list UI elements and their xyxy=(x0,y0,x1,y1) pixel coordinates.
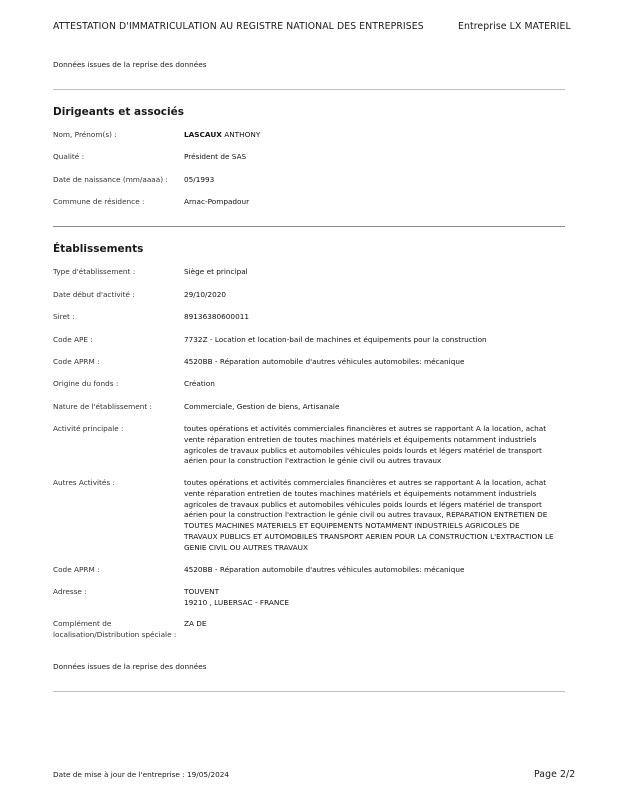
aprm2-label: Code APRM : xyxy=(53,565,100,574)
qualite-value: Président de SAS xyxy=(184,152,247,161)
section-title-dirigeants: Dirigeants et associés xyxy=(53,106,185,118)
source-note-bottom: Données issues de la reprise des données xyxy=(53,662,207,671)
commune-label: Commune de résidence : xyxy=(53,197,145,206)
autres-line: TOUTES MACHINES MATERIELS ET EQUIPEMENTS NOTAMMENT INDUSTRIELS AGRICOLES DE xyxy=(184,521,520,531)
divider-top xyxy=(53,89,565,90)
adresse-value xyxy=(184,587,554,609)
autres-line: TRAVAUX PUBLICS ET AUTOMOBILES TRANSPORT AERIEN POUR LA CONSTRUCTION L'EXTRACTION LE xyxy=(184,531,554,541)
origine-label: Origine du fonds : xyxy=(53,379,119,388)
adresse-line-1: TOUVENT xyxy=(184,587,220,596)
naissance-value: 05/1993 xyxy=(184,175,215,184)
siret-label: Siret : xyxy=(53,312,75,321)
activite-label: Activité principale : xyxy=(53,424,124,433)
aprm-value: 4520BB - Réparation automobile d'autres véhicules automobiles: mécanique xyxy=(184,357,465,366)
type-label: Type d'établissement : xyxy=(53,267,136,276)
nom-label: Nom, Prénom(s) : xyxy=(53,130,117,139)
divider-dirigeants xyxy=(53,226,565,227)
complement-value: ZA DE xyxy=(184,619,207,628)
activite-line: aérien pour la construction l'extraction le génie civil ou autres travaux xyxy=(184,456,442,466)
nom-last: LASCAUX xyxy=(184,130,222,139)
complement-label-line-1: Complément de xyxy=(53,619,112,628)
aprm2-value: 4520BB - Réparation automobile d'autres véhicules automobiles: mécanique xyxy=(184,565,465,574)
adresse-label: Adresse : xyxy=(53,587,87,596)
type-value: Siège et principal xyxy=(184,267,248,276)
nature-value: Commerciale, Gestion de biens, Artisanale xyxy=(184,402,340,411)
adresse-line-2: 19210 , LUBERSAC - FRANCE xyxy=(184,597,290,607)
activite-value xyxy=(184,424,554,467)
complement-label-line-2: localisation/Distribution spéciale : xyxy=(53,629,177,639)
company-name: Entreprise LX MATERIEL xyxy=(458,21,571,32)
autres-line: aérien pour la construction l'extraction le génie civil ou autres travaux, REPARATION ENTRETIEN DE xyxy=(184,510,548,520)
siret-value: 89136380600011 xyxy=(184,312,249,321)
footer-update-date: Date de mise à jour de l'entreprise : 19/05/2024 xyxy=(53,770,230,779)
activite-line: agricoles de travaux publics et automobiles véhicules poids lourds et légers matériel de transport xyxy=(184,445,542,455)
aprm-label: Code APRM : xyxy=(53,357,100,366)
activite-line: toutes opérations et activités commerciales financières et autres se rapportant A la location, achat xyxy=(184,424,547,433)
divider-bottom xyxy=(53,691,565,692)
autres-value xyxy=(184,478,554,554)
nom-first: ANTHONY xyxy=(224,130,261,139)
qualite-label: Qualité : xyxy=(53,152,85,161)
autres-label: Autres Activités : xyxy=(53,478,115,487)
debut-label: Date début d'activité : xyxy=(53,290,135,299)
origine-value: Création xyxy=(184,379,215,388)
autres-line: GENIE CIVIL OU AUTRES TRAVAUX xyxy=(184,542,309,552)
activite-line: vente réparation entretien de toutes machines matériels et équipements notamment industriels xyxy=(184,434,537,444)
commune-value: Arnac-Pompadour xyxy=(184,197,250,206)
nature-label: Nature de l'établissement : xyxy=(53,402,152,411)
nom-value xyxy=(184,130,554,141)
autres-line: toutes opérations et activités commerciales financières et autres se rapportant A la location, achat xyxy=(184,478,547,487)
source-note-top: Données issues de la reprise des données xyxy=(53,60,207,69)
autres-line: vente réparation entretien de toutes machines matériels et équipements notamment industriels xyxy=(184,488,537,498)
document-title: ATTESTATION D'IMMATRICULATION AU REGISTRE NATIONAL DES ENTREPRISES xyxy=(53,21,424,32)
page-number: Page 2/2 xyxy=(534,769,576,780)
debut-value: 29/10/2020 xyxy=(184,290,227,299)
autres-line: agricoles de travaux publics et automobiles véhicules poids lourds et légers matériel de transport xyxy=(184,499,542,509)
naissance-label: Date de naissance (mm/aaaa) : xyxy=(53,175,168,184)
section-title-etablissements: Établissements xyxy=(53,243,144,255)
complement-label xyxy=(53,619,176,641)
ape-label: Code APE : xyxy=(53,335,93,344)
ape-value: 7732Z - Location et location-bail de machines et équipements pour la construction xyxy=(184,335,487,344)
